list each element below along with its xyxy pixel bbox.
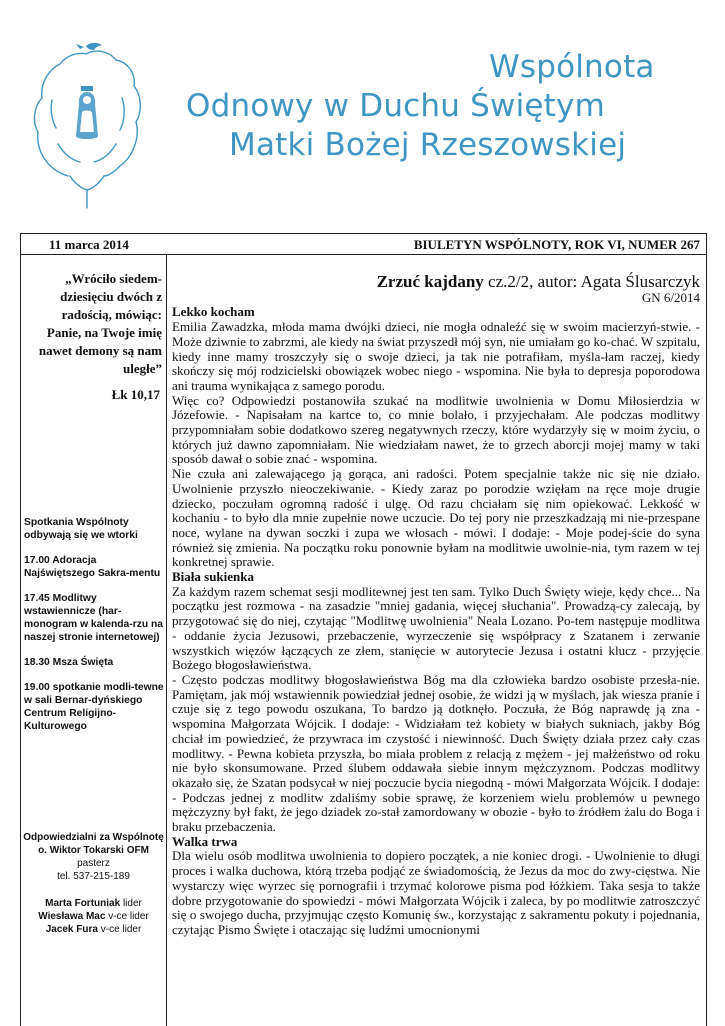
paragraph: Za każdym razem schemat sesji modlitewnej jest ten sam. Tylko Duch Święty wieje, kędy chce... Na początku jest rozmowa - na zasadzie "mniej gadania, więcej słuchania". Prowadzą-cy zalecają, by przygotować się do niej, czytając "Modlitwę uwolnienia" Neala Lozano. Po-tem następuje modlitwa - oddanie życia Jezusowi, przebaczenie, wyrzeczenie się współpracy z Szatanem i zerwanie wszystkich więzów łączących ze złem, stanięcie w autorytecie Jezusa i ostatni klucz - przyjęcie Bożego błogosławieństwa. bbox=[172, 583, 700, 673]
leader-name: Marta Fortuniak bbox=[45, 898, 121, 909]
article-heading bbox=[172, 272, 700, 291]
schedule-item: 19.00 spotkanie modli-tewne w sali Bernar-dyńskiego Centrum Religijno-Kulturowego bbox=[24, 682, 164, 732]
leader-role: v-ce lider bbox=[108, 911, 149, 922]
leader-role: lider bbox=[122, 898, 142, 909]
schedule-item: 17.00 Adoracja Najświętszego Sakra-mentu bbox=[24, 555, 161, 579]
paragraph: Nie czuła ani zalewającego ją gorąca, ani radości. Potem specjalnie także nic się nie działo. Uwolnienie przyszło nieoczekiwanie. - Kiedy zaraz po porodzie wzięłam na ręce moje drugie dziecko, poczułam ogromną radość i ulgę. Od razu chciałam się nim opiekować. Lekkość w kochaniu - to było dla mnie zupełnie nowe uczucie. Do tej pory nie przeszkadzają mi nie-przespane noce, wylane na dywan soczki i zupa we włosach - mówi. I dodaje: - Moje podej-ście do syna również się zmienia. Na początku roku ponownie byłam na modlitwie uwolnie-nia, tym razem w tej konkretnej sprawie. bbox=[172, 466, 700, 570]
leader-entry bbox=[21, 897, 166, 910]
bulletin-frame bbox=[20, 233, 707, 1026]
leader-entry bbox=[21, 923, 166, 936]
leader-name: Jacek Fura bbox=[45, 924, 98, 935]
article-title: Zrzuć kajdany bbox=[376, 272, 484, 291]
paragraph: Dla wielu osób modlitwa uwolnienia to dopiero początek, a nie koniec drogi. - Uwolnienie to długi proces i walka duchowa, którą trzeba podjąć ze świadomością, że Jezus da moc do zwy-cięstwa. Nie wystarczy więc wyrzec się pornografii i trzymać kolorowe pisma pod łóżkiem. Taka sesja to także dobre przygotowanie do spowiedzi - mówi Małgorzata Wójcik i zaleca, by po modlitwie zatroszczyć się o swojego ducha, przyjmując często Komunię św., korzystając z sakramentu pokuty i pojednania, czytając Pismo Święte i otaczając się ludźmi umocnionymi bbox=[172, 848, 700, 937]
title-line-3: Matki Bożej Rzeszowskiej bbox=[229, 127, 627, 163]
sidebar bbox=[21, 254, 166, 1026]
article-title-line bbox=[377, 272, 700, 291]
community-logo bbox=[28, 40, 146, 210]
responsible-persons bbox=[21, 831, 166, 936]
leader-name: Wiesława Mac bbox=[38, 911, 106, 922]
article-source: GN 6/2014 bbox=[641, 289, 700, 305]
community-title bbox=[186, 49, 655, 169]
leader-role: v-ce lider bbox=[100, 924, 142, 935]
paragraph: Więc co? Odpowiedzi postanowiła szukać na modlitwie uwolnienia w Domu Miłosierdzia w Józefowie. - Napisałam na kartce to, co mnie bolało, i przyjechałam. Ale podczas modlitwy przypomniałam sobie dodatkowo szereg negatywnych rzeczy, które wydarzyły się w moim życiu, o których już dawno zapomniałam. Nie wiedziałam nawet, że to grzech aborcji mojej mamy w taki sposób dawał o sobie znać - wspomina. bbox=[172, 392, 700, 467]
paragraph: Emilia Zawadzka, młoda mama dwójki dzieci, nie mogła odnaleźć się w swoim macierzyń-stwie. - Może dziwnie to zabrzmi, ale kiedy na świat przyszedł mój syn, nie umiałam go ko-chać. W szpitalu, kiedy inne mamy troszczyły się o swoje dzieci, ja tak nie potrafiłam, myśla-łam raczej, kiedy skończy się mój rodzicielski obowiązek wobec niego - wspomina. Nie była to depresja poporodowa ani trauma wynikająca z samego porodu. bbox=[172, 319, 700, 393]
paragraph: - Często podczas modlitwy błogosławieństwa Bóg ma dla człowieka bardzo osobiste przesła-nie. Pamiętam, jak mój wstawiennik powiedział jednej osobie, że widzi ją w myślach, jak wiesza pranie i czuje się z tego powodu oszukana, To bardzo ją dotknęło. Poczuła, że Bóg naprawdę ją zna - wspomina Małgorzata Wójcik. I dodaje: - Widziałam też kobiety w białych sukniach, jakby Bóg chciał im powiedzieć, że przywraca im czystość i niewinność. Duch Święty działa przez cały czas modlitwy. - Pewna kobieta przyszła, bo miała problem z relacją z mężem - jej małżeństwo od roku nie było skonsumowane. Przed ślubem oddawała siebie innym mężczyznom. Podczas modlitwy okazało się, że Szatan podsycał w niej poczucie bycia niegodną - mówi Małgorzata Wójcik. I dodaje: - Podczas jednej z modlitw zdaliśmy sobie sprawę, że korzeniem wielu problemów u pewnego mężczyzny był fakt, że jego dziadek zo-stał zamordowany w obozie - było to źródłem żalu do Boga i braku przebaczenia. bbox=[172, 671, 700, 835]
issue-header bbox=[21, 234, 706, 255]
article-part: cz.2/2, autor: bbox=[488, 272, 578, 291]
tree-dove-madonna-icon bbox=[28, 40, 146, 210]
schedule-item: Spotkania Wspólnoty odbywają się we wtorki bbox=[24, 517, 138, 541]
article-author: Agata Ślusarczyk bbox=[580, 272, 700, 291]
leaders-list bbox=[21, 897, 166, 936]
schedule-item: 18.30 Msza Święta bbox=[24, 657, 114, 668]
bulletin-number: BIULETYN WSPÓLNOTY, ROK VI, NUMER 267 bbox=[413, 237, 700, 252]
scripture-quote: „Wróciło siedem-dziesięciu dwóch z radością, mówiąc: Panie, na Twoje imię nawet demony są nam uległe” bbox=[38, 271, 162, 376]
pastor-role: pasterz bbox=[77, 858, 110, 869]
pastor-phone: tel. 537-215-189 bbox=[57, 871, 130, 882]
title-line-2: Odnowy w Duchu Świętym bbox=[186, 88, 605, 124]
section-heading: Walka trwa bbox=[172, 833, 238, 849]
meeting-schedule bbox=[24, 516, 164, 745]
schedule-item: 17.45 Modlitwy wstawiennicze (har-monogram w kalenda-rzu na naszej stronie internetowej) bbox=[24, 593, 164, 643]
issue-date: 11 marca 2014 bbox=[49, 237, 129, 252]
title-line-1: Wspólnota bbox=[489, 49, 655, 85]
article bbox=[172, 254, 700, 938]
section-heading: Biała sukienka bbox=[172, 569, 255, 585]
pastor-name: o. Wiktor Tokarski OFM bbox=[38, 845, 149, 856]
scripture-reference: Łk 10,17 bbox=[111, 387, 160, 402]
section-heading: Lekko kocham bbox=[172, 304, 255, 320]
column-divider bbox=[166, 254, 167, 1026]
responsible-title: Odpowiedzialni za Wspólnotę bbox=[23, 832, 164, 843]
leader-entry bbox=[21, 910, 166, 923]
